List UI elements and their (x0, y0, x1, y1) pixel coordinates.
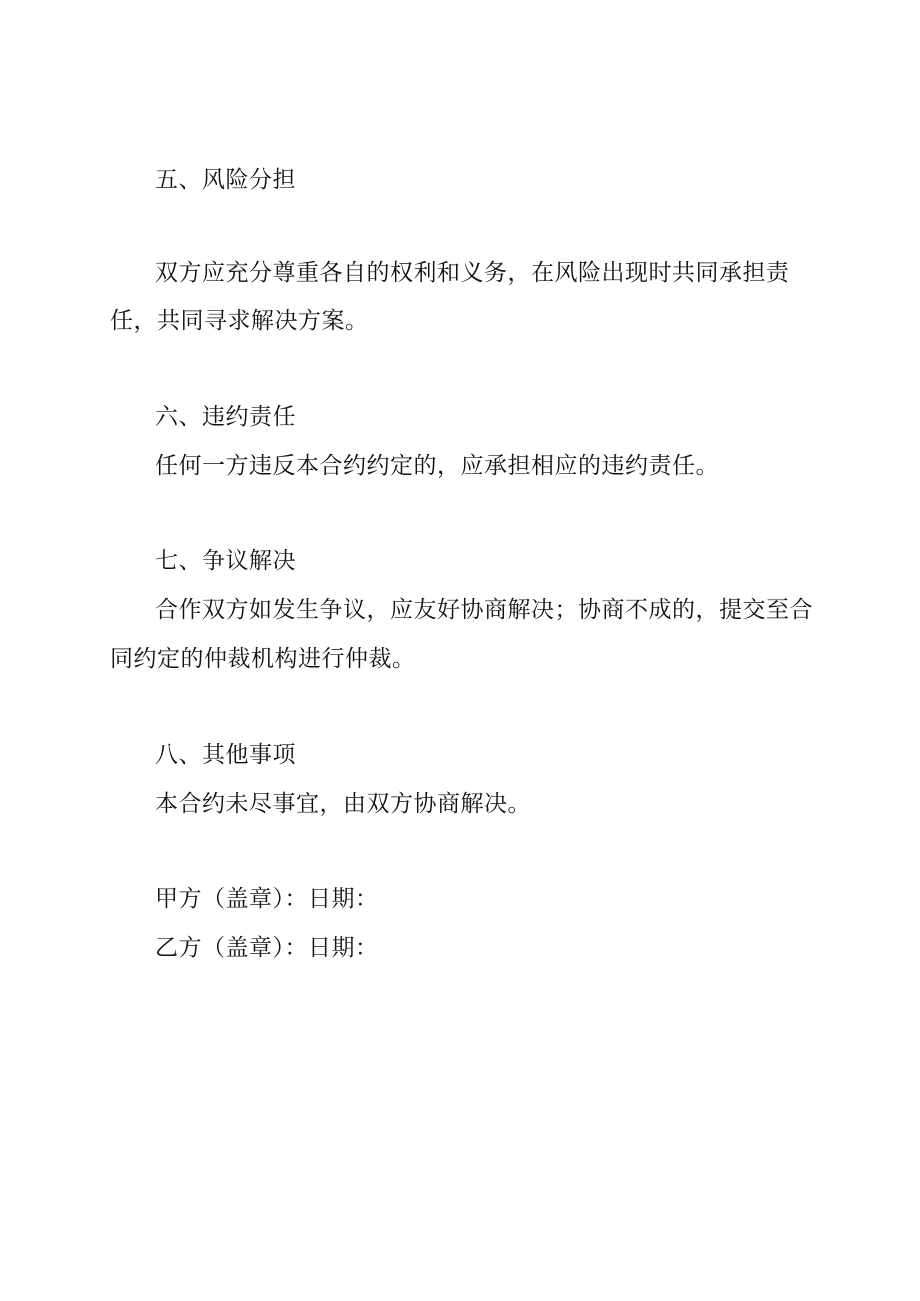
section-heading-breach-liability: 六、违约责任 (155, 404, 296, 430)
section-body-line: 同约定的仲裁机构进行仲裁。 (110, 646, 416, 672)
signature-party-a: 甲方（盖章）：日期： (155, 886, 379, 912)
section-body-line: 任，共同寻求解决方案。 (110, 308, 369, 334)
section-heading-dispute-resolution: 七、争议解决 (155, 548, 296, 574)
section-body-line: 双方应充分尊重各自的权利和义务，在风险出现时共同承担责 (155, 260, 790, 286)
section-heading-risk-sharing: 五、风险分担 (155, 167, 296, 193)
signature-party-b: 乙方（盖章）：日期： (155, 935, 379, 961)
section-body-line: 本合约未尽事宜，由双方协商解决。 (155, 791, 531, 817)
section-body-line: 合作双方如发生争议，应友好协商解决；协商不成的，提交至合 (155, 597, 813, 623)
section-heading-other-matters: 八、其他事项 (155, 742, 296, 768)
section-body-line: 任何一方违反本合约约定的，应承担相应的违约责任。 (155, 453, 719, 479)
